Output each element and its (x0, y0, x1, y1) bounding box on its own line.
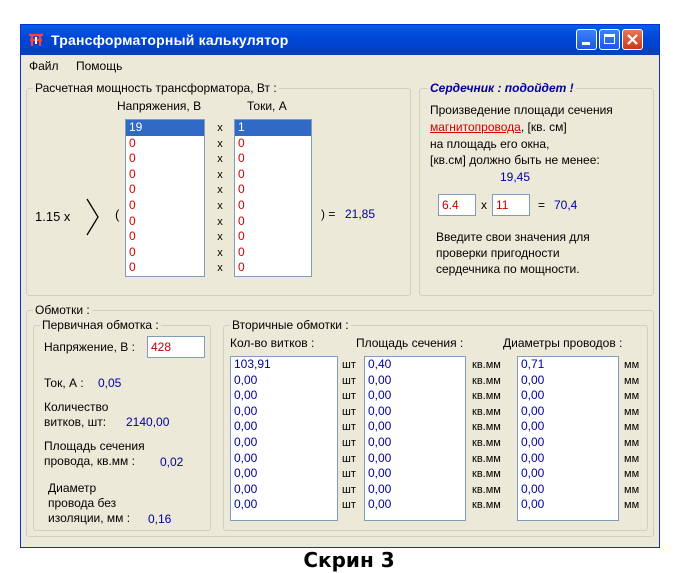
multiply-sign: x (217, 215, 223, 228)
unit-sqmm: кв.мм (472, 421, 501, 434)
core-group (419, 81, 654, 296)
current-item[interactable]: 0 (238, 197, 245, 212)
core-link[interactable]: магнитопровода (430, 120, 521, 134)
minimize-icon (582, 42, 590, 45)
current-item[interactable]: 0 (238, 229, 245, 244)
primary-area-label-1: Площадь сечения (44, 439, 145, 453)
core-hint-3: сердечника по мощности. (436, 262, 580, 276)
current-item[interactable]: 0 (238, 135, 245, 150)
core-a-input[interactable]: 6.4 (438, 194, 476, 216)
sum-icon (84, 197, 104, 237)
unit-sqmm: кв.мм (472, 405, 501, 418)
sqmm-unit-column (472, 358, 501, 514)
multiply-sign: x (217, 153, 223, 166)
unit-sqmm: кв.мм (472, 483, 501, 496)
turns-item[interactable]: 0,00 (234, 403, 258, 418)
area-item[interactable]: 0,00 (368, 481, 392, 496)
core-text-3: на площадь его окна, (430, 137, 550, 151)
unit-mm: мм (624, 390, 640, 403)
window-title: Трансформаторный калькулятор (51, 32, 289, 48)
unit-mm: мм (624, 436, 640, 449)
primary-voltage-input[interactable]: 428 (147, 336, 205, 358)
multiply-sign: x (217, 122, 223, 134)
unit-mm: мм (624, 483, 640, 496)
windings-group-title: Обмотки : (35, 303, 90, 317)
area-header: Площадь сечения : (356, 336, 464, 350)
secondary-turns-list[interactable] (230, 356, 338, 521)
secondary-group (223, 318, 648, 531)
diam-item[interactable]: 0,00 (521, 419, 545, 434)
menu-bar (21, 55, 659, 75)
voltage-item[interactable]: 0 (129, 151, 136, 166)
primary-voltage-label: Напряжение, В : (44, 340, 135, 354)
area-item[interactable]: 0,00 (368, 466, 392, 481)
turns-header: Кол-во витков : (230, 336, 315, 350)
current-item[interactable]: 0 (238, 166, 245, 181)
unit-sqmm: кв.мм (472, 468, 501, 481)
diam-item[interactable]: 0,00 (521, 497, 545, 512)
voltage-item[interactable]: 0 (129, 182, 136, 197)
voltage-item[interactable]: 0 (129, 197, 136, 212)
current-item[interactable]: 0 (238, 213, 245, 228)
voltage-item[interactable]: 0 (129, 229, 136, 244)
power-group (26, 81, 411, 296)
turns-item[interactable]: 0,00 (234, 388, 258, 403)
unit-pcs: шт (342, 374, 356, 387)
unit-mm: мм (624, 452, 640, 465)
unit-mm: мм (624, 405, 640, 418)
current-item[interactable]: 1 (235, 120, 311, 136)
unit-pcs: шт (342, 421, 356, 434)
close-button[interactable] (622, 29, 643, 50)
open-paren: ( (115, 207, 120, 222)
turns-item[interactable]: 0,00 (234, 419, 258, 434)
area-item[interactable]: 0,00 (368, 450, 392, 465)
unit-mm: мм (624, 468, 640, 481)
unit-pcs: шт (342, 452, 356, 465)
diam-header: Диаметры проводов : (503, 336, 623, 350)
diam-item[interactable]: 0,00 (521, 450, 545, 465)
close-icon (623, 30, 642, 49)
caption: Скрин 3 (303, 548, 395, 572)
unit-sqmm: кв.мм (472, 436, 501, 449)
primary-area-label-2: провода, кв.мм : (44, 454, 135, 468)
core-hint-2: проверки пригодности (436, 246, 560, 260)
area-item[interactable]: 0,00 (368, 403, 392, 418)
multiply-column (215, 121, 225, 277)
power-result: 21,85 (345, 207, 376, 221)
turns-item[interactable]: 103,91 (234, 357, 271, 371)
primary-turns-value: 2140,00 (126, 415, 170, 429)
turns-item[interactable]: 0,00 (234, 450, 258, 465)
unit-pcs: шт (342, 483, 356, 496)
unit-mm: мм (624, 374, 640, 387)
area-item[interactable]: 0,00 (368, 388, 392, 403)
current-item[interactable]: 0 (238, 151, 245, 166)
primary-diam-label-2: провода без (48, 496, 117, 510)
maximize-icon (604, 34, 615, 44)
unit-sqmm: кв.мм (472, 452, 501, 465)
turns-item[interactable]: 0,00 (234, 372, 258, 387)
core-hint-1: Введите свои значения для (436, 230, 590, 244)
core-text-2: магнитопровода, [кв. см] (430, 120, 567, 134)
area-item[interactable]: 0,40 (368, 357, 392, 371)
area-item[interactable]: 0,00 (368, 497, 392, 512)
unit-pcs: шт (342, 405, 356, 418)
primary-area-value: 0,02 (160, 455, 184, 469)
minimize-button[interactable] (576, 29, 597, 50)
multiply-sign: x (217, 262, 223, 275)
voltage-item[interactable]: 0 (129, 213, 136, 228)
power-group-title: Расчетная мощность трансформатора, Вт : (35, 81, 277, 95)
primary-current-label: Ток, А : (44, 376, 84, 390)
multiply-sign: x (217, 184, 223, 197)
current-item[interactable]: 0 (238, 182, 245, 197)
diam-item[interactable]: 0,00 (521, 388, 545, 403)
primary-current-value: 0,05 (98, 376, 122, 390)
voltage-item[interactable]: 0 (129, 135, 136, 150)
unit-pcs: шт (342, 436, 356, 449)
diam-item[interactable]: 0,00 (521, 434, 545, 449)
core-times: x (481, 198, 487, 212)
turns-item[interactable]: 0,00 (234, 466, 258, 481)
area-item[interactable]: 0,00 (368, 372, 392, 387)
currents-list[interactable] (234, 119, 312, 277)
unit-pcs: шт (342, 499, 356, 512)
diam-item[interactable]: 0,00 (521, 466, 545, 481)
primary-turns-label-1: Количество (44, 400, 109, 414)
app-window (20, 24, 660, 548)
primary-title: Первичная обмотка : (42, 318, 159, 332)
turns-item[interactable]: 0,00 (234, 434, 258, 449)
unit-sqmm: кв.мм (472, 390, 501, 403)
primary-diam-value: 0,16 (148, 512, 172, 526)
unit-mm: мм (624, 421, 640, 434)
multiply-sign: x (217, 246, 223, 259)
diam-item[interactable]: 0,00 (521, 403, 545, 418)
current-header: Токи, А (247, 99, 287, 113)
multiply-sign: x (217, 231, 223, 244)
turns-item[interactable]: 0,00 (234, 481, 258, 496)
diam-item[interactable]: 0,00 (521, 481, 545, 496)
result-prefix: ) = (321, 207, 336, 221)
diam-item[interactable]: 0,71 (521, 357, 545, 371)
unit-mm: мм (624, 359, 640, 371)
voltage-item[interactable]: 0 (129, 166, 136, 181)
menu-help[interactable]: Помощь (76, 59, 123, 73)
primary-group (33, 318, 211, 531)
core-b-input[interactable]: 11 (492, 194, 530, 216)
secondary-areas-list[interactable] (364, 356, 466, 521)
multiply-sign: x (217, 168, 223, 181)
core-text-4: [кв.см] должно быть не менее: (430, 153, 600, 167)
maximize-button[interactable] (599, 29, 620, 50)
app-icon (27, 31, 45, 49)
turns-item[interactable]: 0,00 (234, 497, 258, 512)
voltage-header: Напряжения, В (117, 99, 202, 113)
area-item[interactable]: 0,00 (368, 419, 392, 434)
menu-file[interactable]: Файл (29, 59, 59, 73)
coef-label: 1.15 x (35, 209, 71, 224)
voltage-item[interactable]: 0 (129, 244, 136, 259)
primary-diam-label-3: изоляции, мм : (48, 511, 131, 525)
core-status-title: Сердечник : подойдет ! (430, 81, 574, 95)
title-bar[interactable] (21, 25, 659, 55)
unit-pcs: шт (342, 359, 356, 371)
core-text-1: Произведение площади сечения (430, 103, 613, 117)
primary-diam-label-1: Диаметр (48, 481, 97, 495)
windings-group (26, 303, 654, 537)
unit-pcs: шт (342, 468, 356, 481)
current-item[interactable]: 0 (238, 260, 245, 275)
secondary-title: Вторичные обмотки : (232, 318, 349, 332)
diam-item[interactable]: 0,00 (521, 372, 545, 387)
primary-turns-label-2: витков, шт: (44, 415, 107, 429)
unit-sqmm: кв.мм (472, 499, 501, 512)
area-item[interactable]: 0,00 (368, 434, 392, 449)
unit-sqmm: кв.мм (472, 359, 501, 371)
multiply-sign: x (217, 199, 223, 212)
core-product: 70,4 (554, 198, 578, 212)
pcs-unit-column (342, 358, 356, 514)
mm-unit-column (624, 358, 639, 514)
multiply-sign: x (217, 137, 223, 150)
current-item[interactable]: 0 (238, 244, 245, 259)
voltage-item[interactable]: 19 (126, 120, 204, 136)
unit-sqmm: кв.мм (472, 374, 501, 387)
secondary-diams-list[interactable] (517, 356, 619, 521)
unit-mm: мм (624, 499, 640, 512)
core-equals: = (538, 198, 546, 212)
voltages-list[interactable] (125, 119, 205, 277)
core-min-value: 19,45 (500, 170, 531, 184)
unit-pcs: шт (342, 390, 356, 403)
voltage-item[interactable]: 0 (129, 260, 136, 275)
